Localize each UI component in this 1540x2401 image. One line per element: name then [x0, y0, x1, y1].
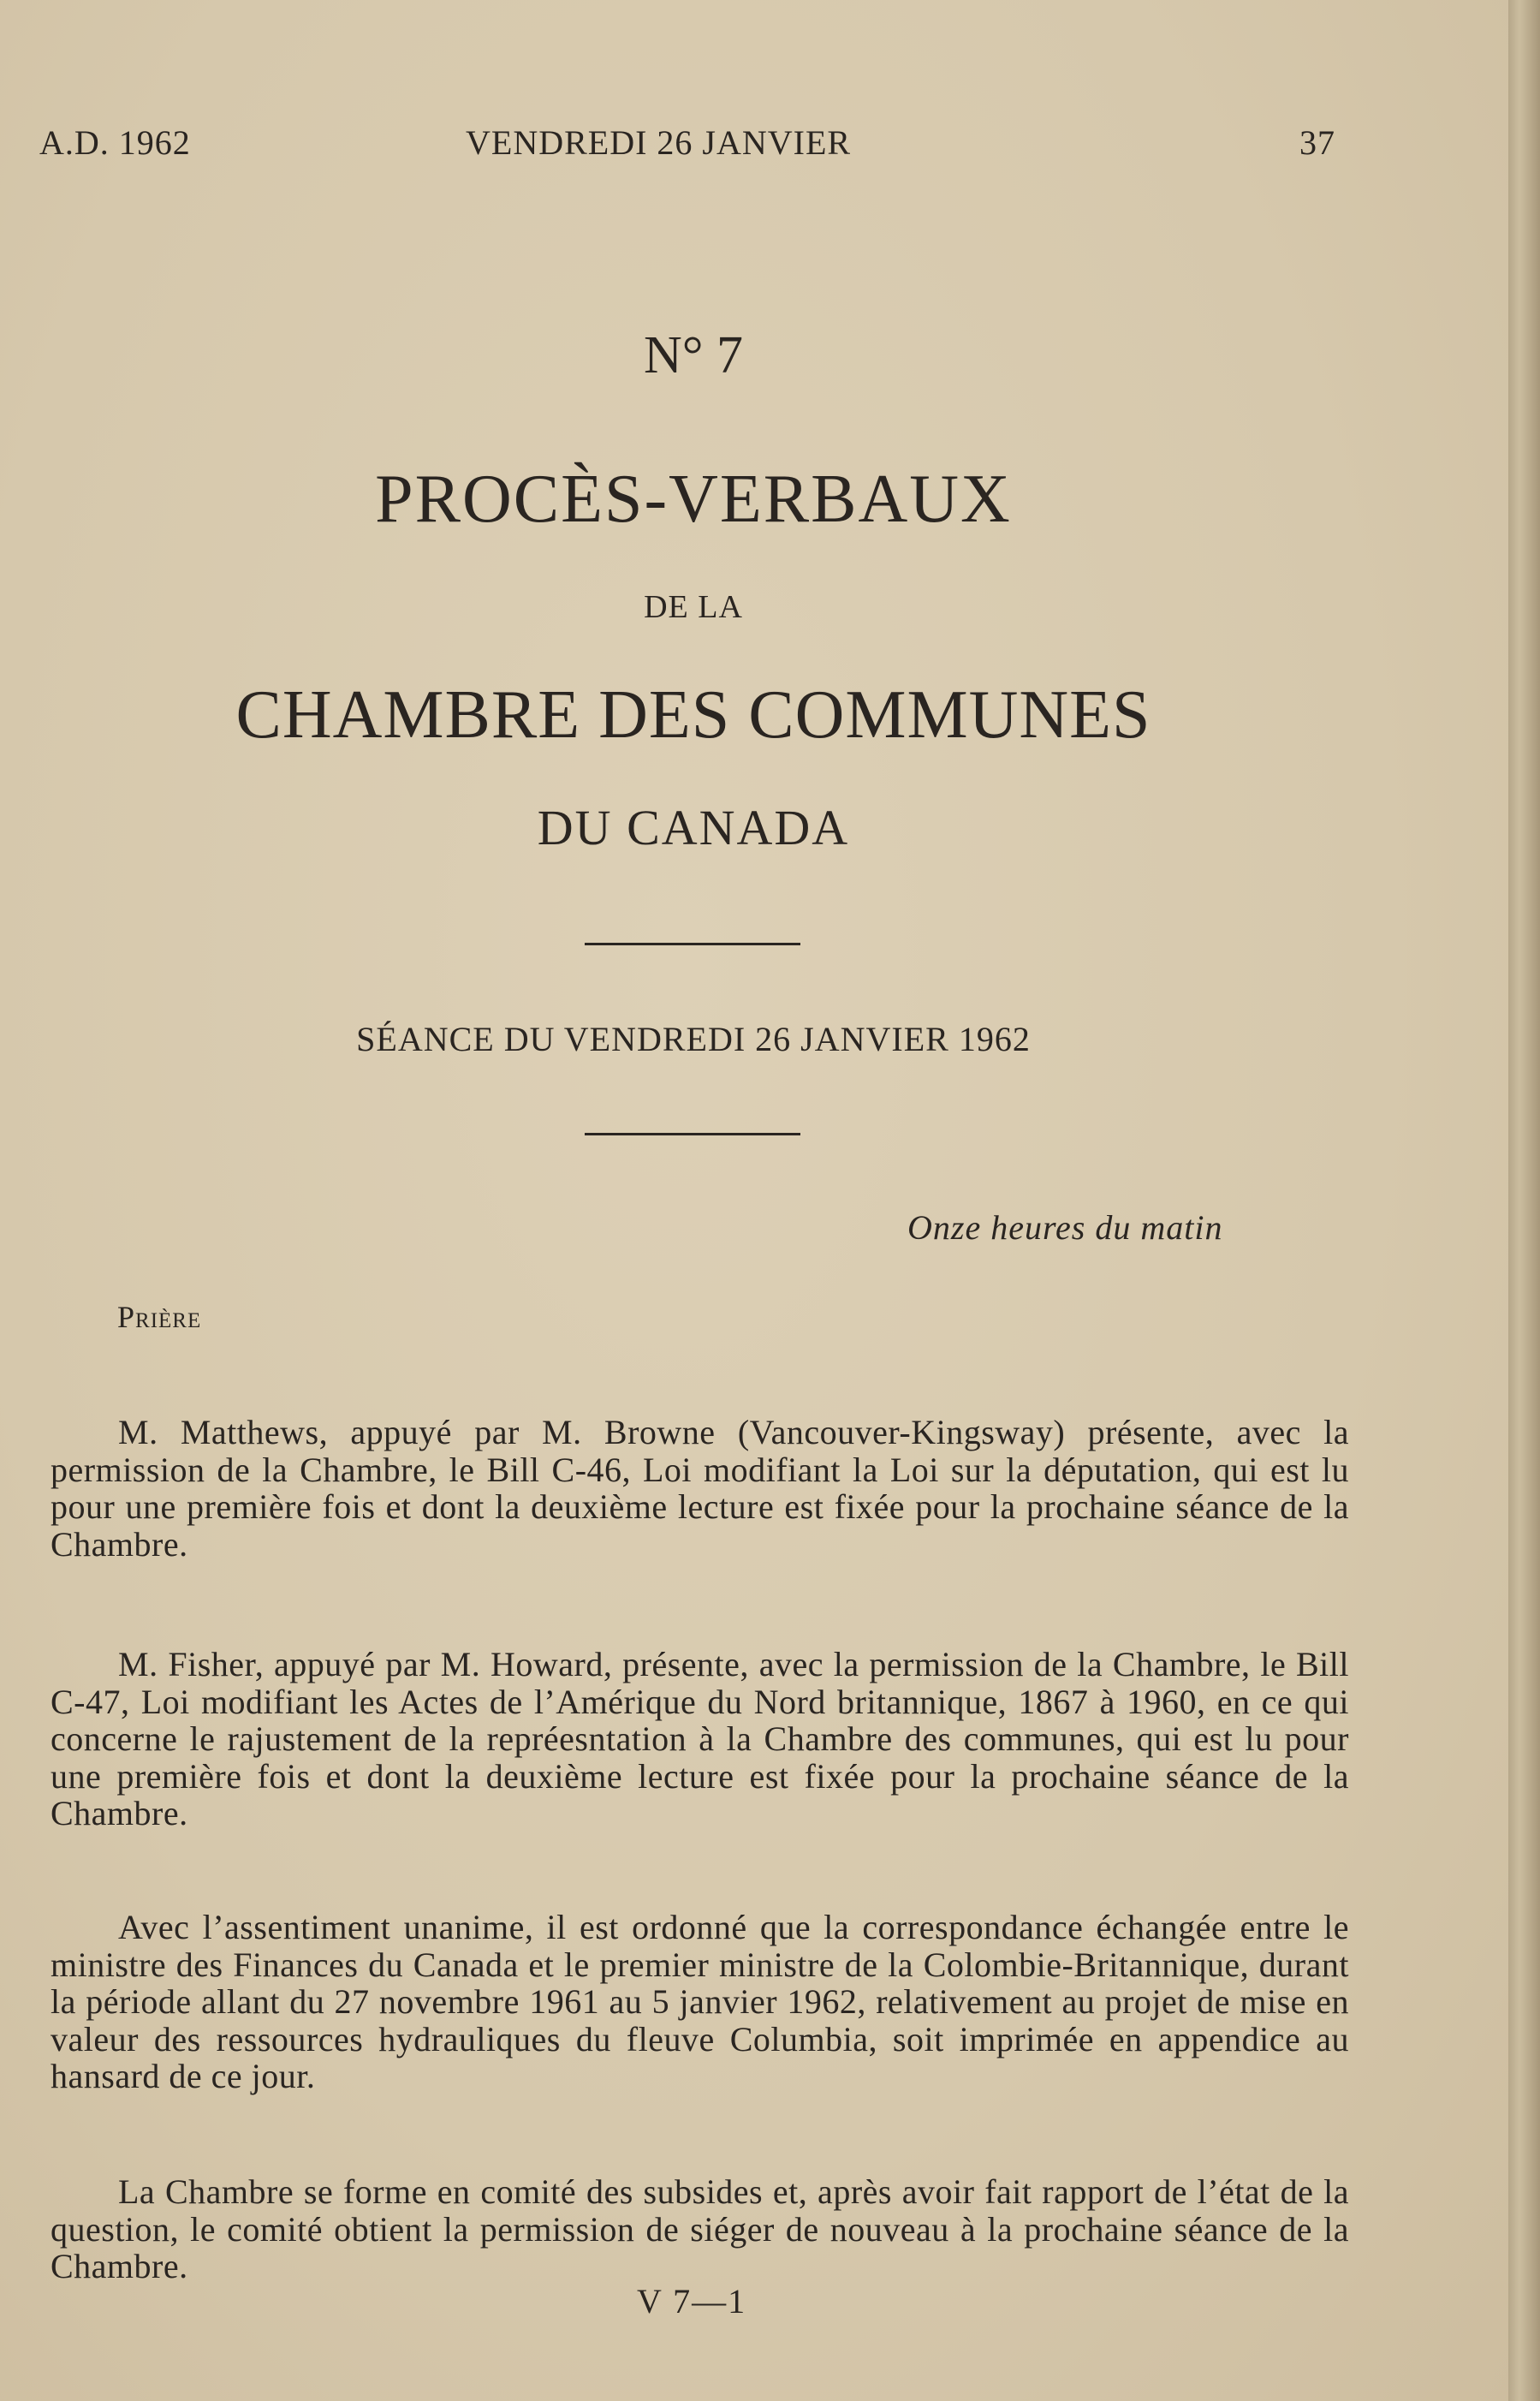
- chamber-name: CHAMBRE DES COMMUNES: [235, 677, 1151, 753]
- printer-signature: V 7—1: [637, 2282, 747, 2321]
- document-title: PROCÈS-VERBAUX: [375, 462, 1012, 537]
- session-time: Onze heures du matin: [907, 1208, 1223, 1247]
- prayer-heading: Prière: [117, 1300, 202, 1334]
- issue-number: N° 7: [643, 326, 744, 384]
- session-heading: SÉANCE DU VENDREDI 26 JANVIER 1962: [356, 1020, 1031, 1058]
- divider-rule: [585, 1133, 800, 1135]
- title-connector: DE LA: [644, 589, 743, 625]
- divider-rule: [585, 943, 800, 945]
- country-name: DU CANADA: [537, 800, 850, 855]
- page-number: 37: [1299, 123, 1335, 162]
- paragraph: Avec l’assentiment unanime, il est ordonné que la correspondance échangée entre le ministre des Finances du Canada et le premier ministre de la Colombie-Britannique, durant la période allant du 27 novembre 1961 au 5 janvier 1962, relativement au projet de mise en valeur des ressources hydrauliques du fleuve Columbia, soit imprimée en appendice au hansard de ce jour.: [51, 1908, 1349, 2095]
- page-edge: [1508, 0, 1540, 2401]
- paragraph: M. Matthews, appuyé par M. Browne (Vancouver-Kingsway) présente, avec la permission de la Chambre, le Bill C-46, Loi modifiant la Loi sur la députation, qui est lu pour une première fois et dont la deuxième lecture est fixée pour la prochaine séance de la Chambre.: [51, 1413, 1349, 1564]
- header-date: VENDREDI 26 JANVIER: [466, 123, 852, 162]
- paragraph: La Chambre se forme en comité des subsides et, après avoir fait rapport de l’état de la question, le comité obtient la permission de siéger de nouveau à la prochaine séance de la Chambre.: [51, 2172, 1349, 2285]
- paragraph: M. Fisher, appuyé par M. Howard, présente, avec la permission de la Chambre, le Bill C-47, Loi modifiant les Actes de l’Amérique du Nord britannique, 1867 à 1960, en ce qui concerne le rajustement de la repréesntation à la Chambre des communes, qui est lu pour une première fois et dont la deuxième lecture est fixée pour la prochaine séance de la Chambre.: [51, 1645, 1349, 1832]
- header-year: A.D. 1962: [39, 123, 191, 162]
